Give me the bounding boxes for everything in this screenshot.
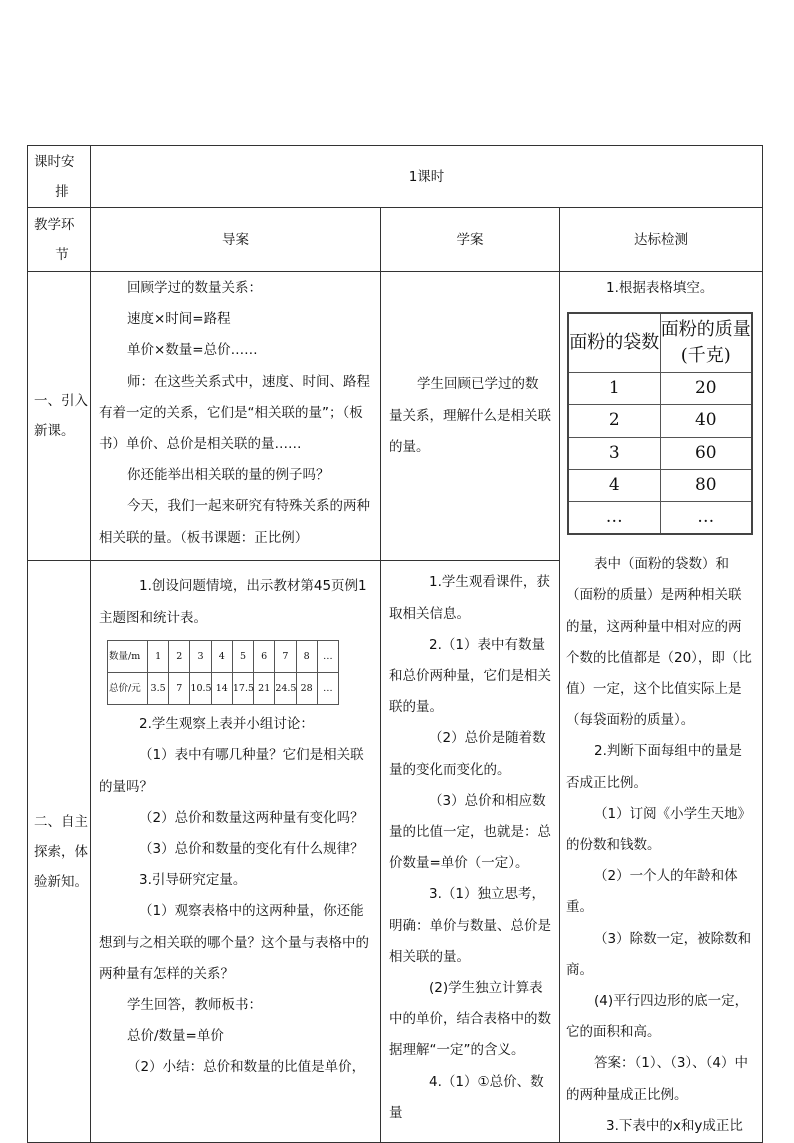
period-row [28, 146, 763, 208]
guide-line: 3.引导研究定量。 [139, 872, 247, 889]
guide-line: 学生回答，教师板书： [127, 996, 262, 1013]
price-cell: 5 [232, 640, 253, 672]
guide-line: （3）总价和数量的变化有什么规律？ [139, 840, 364, 857]
flour-head-mass: 面粉的质量(千克) [660, 313, 752, 373]
price-cell: … [317, 672, 338, 704]
section2-label: 二、自主 探索，体 验新知。 [28, 561, 91, 1143]
check-column [560, 272, 763, 1143]
price-cell: 14 [211, 672, 232, 704]
price-cell: … [317, 640, 338, 672]
guide-line: 今天，我们一起来研究有特殊关系的两种相关联的量。（板书课题：正比例） [99, 498, 370, 546]
check-q3: 3.下表中的x和y成正比 [606, 1117, 743, 1134]
price-cell: 1 [148, 640, 169, 672]
price-cell: 10.5 [190, 672, 211, 704]
study-line: 1.学生观看课件，获取相关信息。 [389, 574, 550, 622]
flour-cell: 80 [660, 469, 752, 501]
price-cell: 28 [296, 672, 317, 704]
price-cell: 2 [169, 640, 190, 672]
study-line: （3）总价和相应数量的比值一定，也就是：总价数量=单价（一定）。 [389, 792, 551, 872]
check-q1: 1.根据表格填空。 [606, 280, 714, 296]
check-q2: 2.判断下面每组中的量是否成正比例。 [566, 743, 742, 791]
flour-cell: 1 [568, 373, 660, 405]
study-line: 2.（1）表中有数量和总价两种量，它们是相关联的量。 [389, 636, 551, 716]
flour-cell: 2 [568, 405, 660, 437]
section1-guide [91, 272, 381, 561]
guide-intro: 1.创设问题情境，出示教材第45页例1主题图和统计表。 [99, 578, 367, 626]
flour-cell: 60 [660, 437, 752, 469]
flour-cell: 3 [568, 437, 660, 469]
guide-line: （1）表中有哪几种量？它们是相关联的量吗？ [99, 747, 364, 795]
period-value: 1课时 [91, 146, 763, 208]
section1-label: 一、引入 新课。 [28, 272, 91, 561]
guide-line: 2.学生观察上表并小组讨论： [139, 716, 314, 733]
check-q2-item: （1）订阅《小学生天地》的份数和钱数。 [566, 805, 752, 854]
price-row1-label: 数量/m [108, 640, 148, 672]
price-cell: 7 [169, 672, 190, 704]
price-cell: 4 [211, 640, 232, 672]
guide-line: 单价×数量=总价…… [127, 342, 258, 359]
price-row2-label: 总价/元 [108, 672, 148, 704]
price-cell: 24.5 [275, 672, 296, 704]
guide-line: 师：在这些关系式中，速度、时间、路程有着一定的关系，它们是“相关联的量”；（板书）单价、总价是相关联的量…… [99, 373, 370, 453]
col-guide-header: 导案 [91, 208, 381, 272]
flour-cell: … [568, 502, 660, 535]
guide-line: 总价/数量=单价 [127, 1028, 224, 1045]
period-label: 课时安 排 [28, 146, 91, 208]
section1-study [381, 272, 560, 561]
price-cell: 17.5 [232, 672, 253, 704]
flour-table [567, 312, 753, 535]
price-table [107, 640, 339, 705]
section2-study [381, 561, 560, 1143]
price-cell: 6 [254, 640, 275, 672]
lesson-plan-table [27, 145, 763, 1143]
study-text: 学生回顾已学过的数量关系，理解什么是相关联的量。 [389, 376, 551, 455]
col-study-header: 学案 [381, 208, 560, 272]
guide-line: （1）观察表格中的这两种量，你还能想到与之相关联的哪个量？这个量与表格中的两种量有怎样的关系？ [99, 903, 369, 982]
col-check-header: 达标检测 [560, 208, 763, 272]
guide-line: （2）小结：总价和数量的比值是单价， [127, 1059, 366, 1076]
flour-cell: … [660, 502, 752, 535]
stage-label: 教学环 节 [28, 208, 91, 272]
section1-row [28, 272, 763, 561]
guide-line: 速度×时间=路程 [127, 311, 231, 328]
check-q2-item: (4)平行四边形的底一定，它的面积和高。 [566, 993, 749, 1041]
check-answer: 答案：（1）、（3）、（4）中的两种量成正比例。 [566, 1055, 749, 1103]
study-line: (2)学生独立计算表中的单价，结合表格中的数据理解“一定”的含义。 [389, 979, 551, 1059]
study-line: 3.（1）独立思考，明确：单价与数量、总价是相关联的量。 [389, 886, 551, 965]
check-q2-item: （3）除数一定，被除数和商。 [566, 930, 752, 978]
flour-cell: 40 [660, 405, 752, 437]
check-q1-text: 表中（面粉的袋数）和（面粉的质量）是两种相关联的量，这两种量中相对应的两个数的比值都是（20），即（比值）一定，这个比值实际上是（每袋面粉的质量）。 [566, 556, 752, 729]
price-cell: 7 [275, 640, 296, 672]
flour-head-bags: 面粉的袋数 [568, 313, 660, 373]
section2-guide [91, 561, 381, 1143]
guide-line: 你还能举出相关联的量的例子吗？ [127, 467, 330, 484]
price-cell: 3.5 [148, 672, 169, 704]
study-line: （2）总价是随着数量的变化而变化的。 [389, 730, 546, 778]
price-cell: 8 [296, 640, 317, 672]
column-header-row [28, 208, 763, 272]
price-cell: 21 [254, 672, 275, 704]
flour-cell: 4 [568, 469, 660, 501]
price-cell: 3 [190, 640, 211, 672]
check-q2-item: （2）一个人的年龄和体重。 [566, 868, 738, 916]
guide-line: （2）总价和数量这两种量有变化吗？ [139, 809, 364, 826]
study-line: 4.（1）①总价、数量 [389, 1073, 544, 1121]
flour-cell: 20 [660, 373, 752, 405]
guide-line: 回顾学过的数量关系： [127, 280, 262, 296]
